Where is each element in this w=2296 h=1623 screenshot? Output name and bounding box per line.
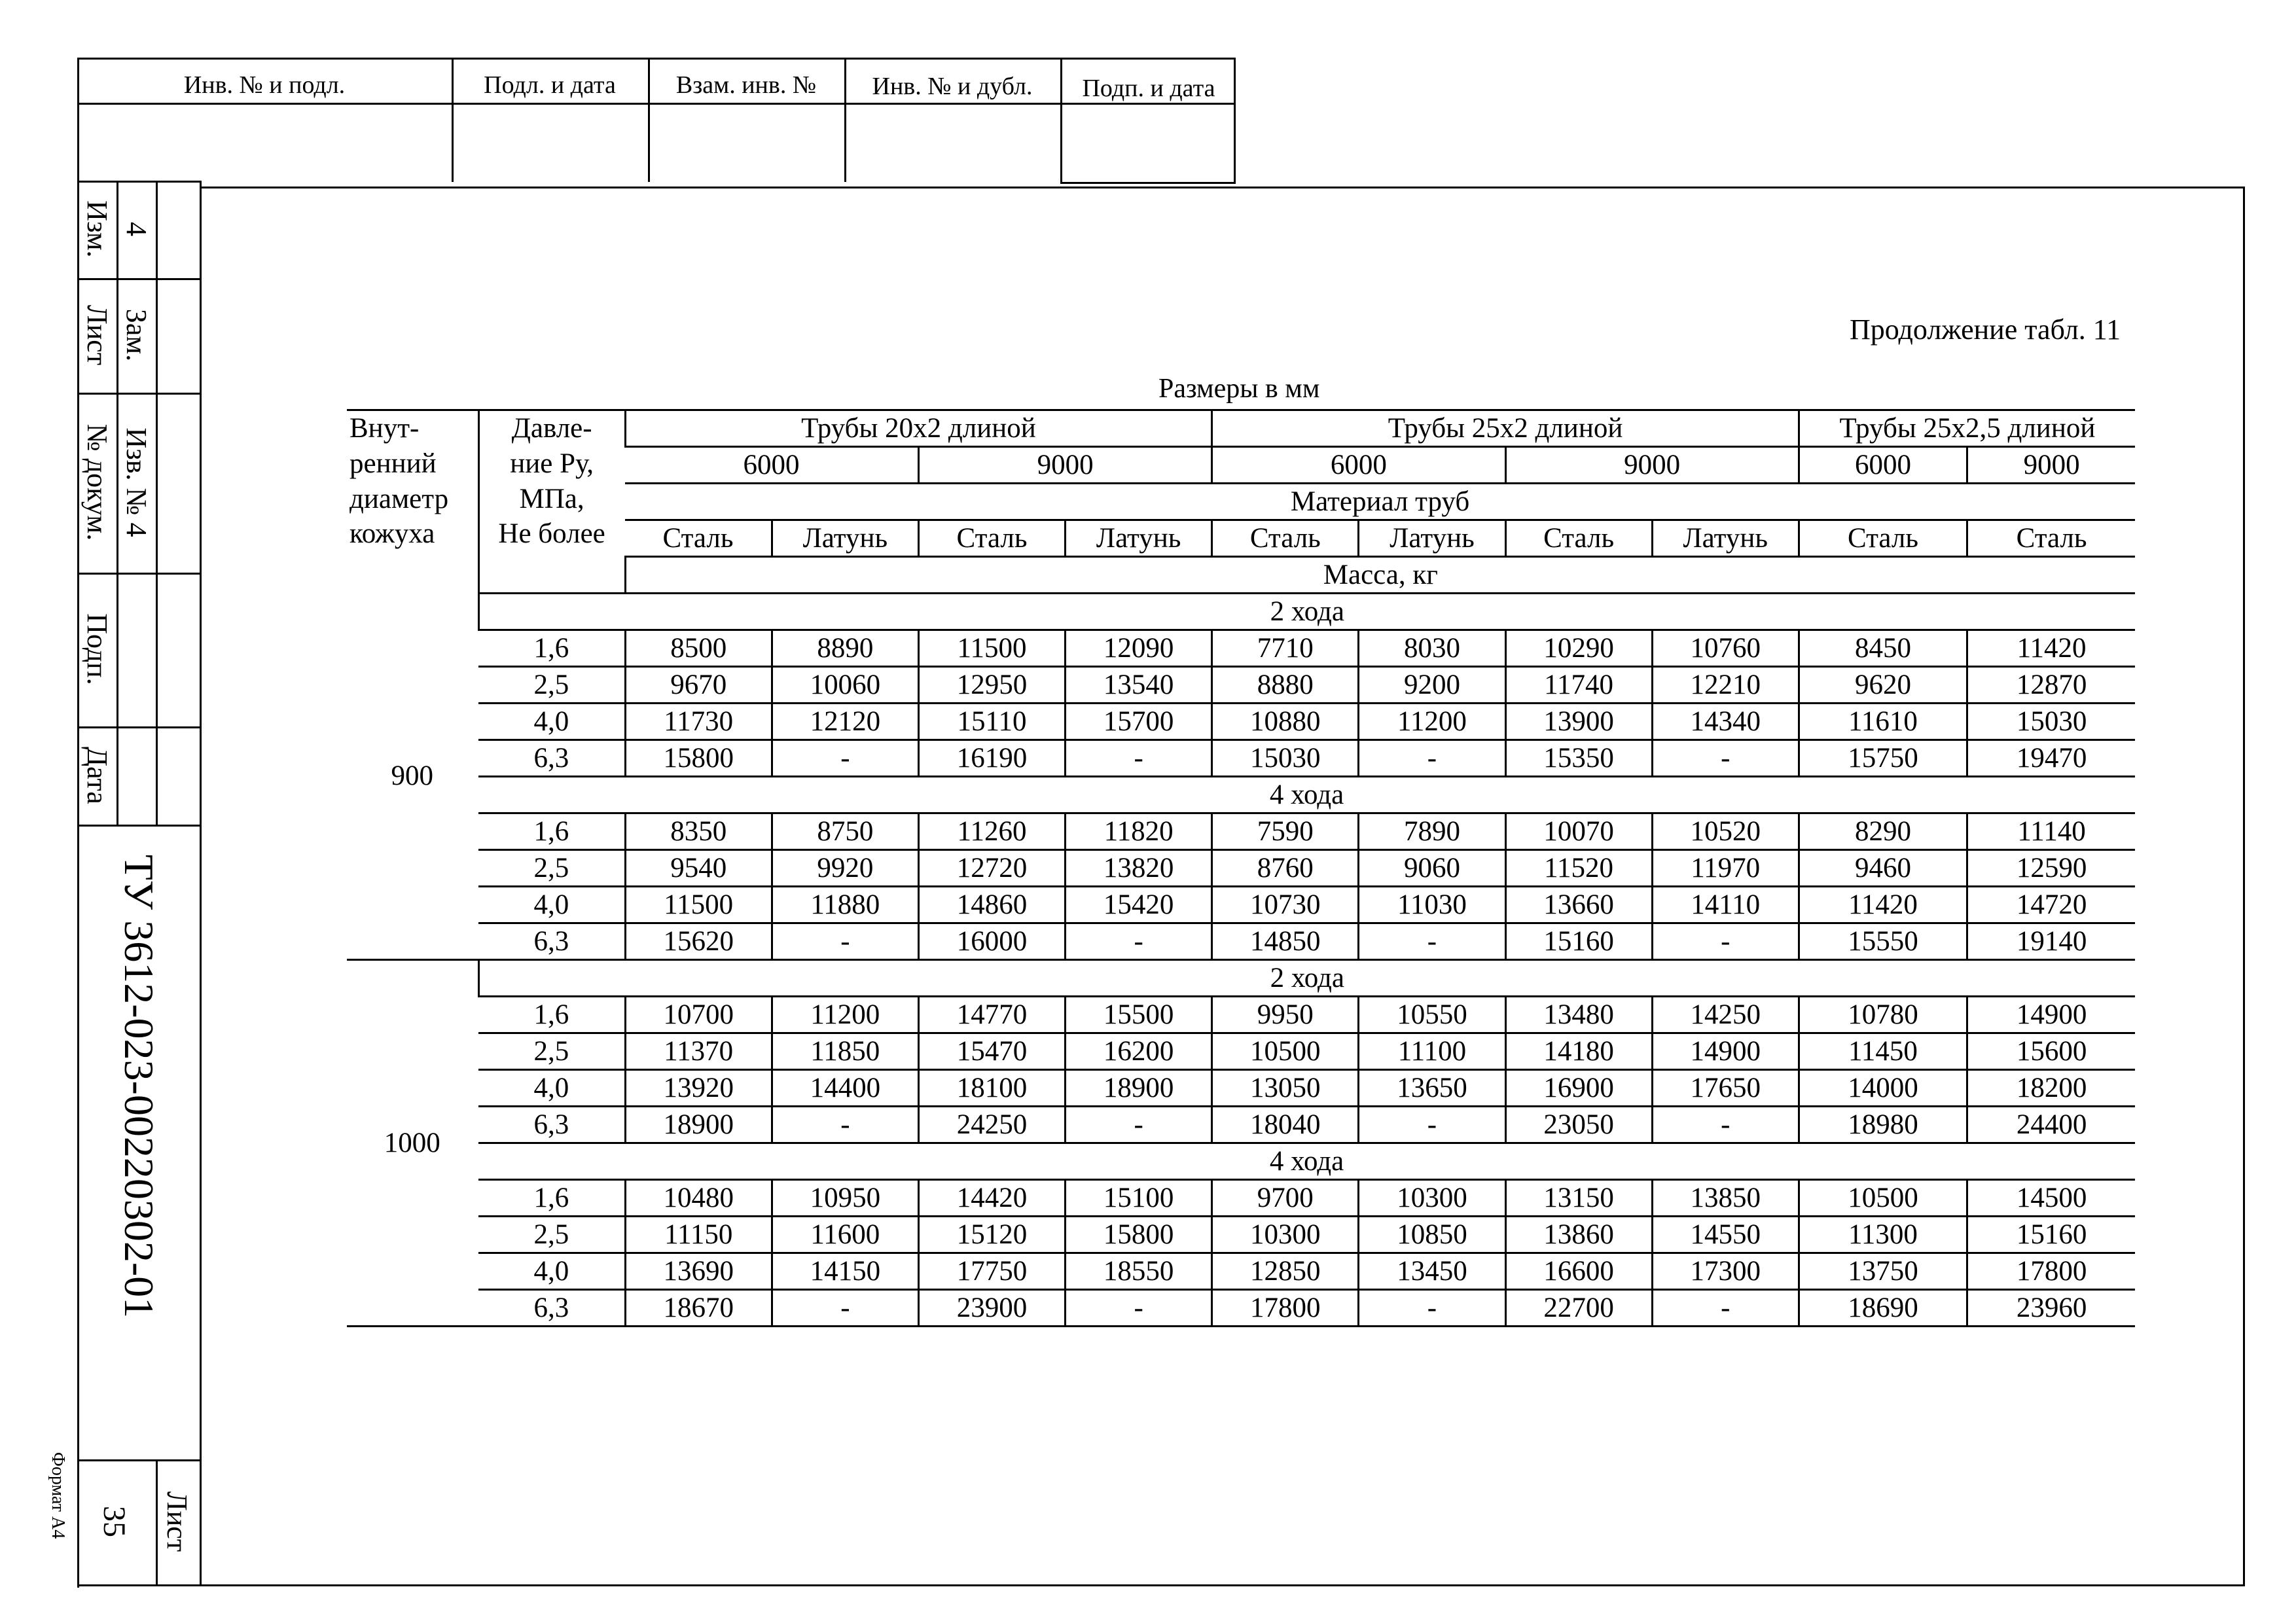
stamp-date-label: Дата (81, 747, 113, 804)
table-row (347, 813, 2135, 850)
mass-value: 17800 (1967, 1253, 2135, 1290)
pressure-value: 6,3 (478, 1107, 625, 1143)
mass-value: 11420 (1967, 630, 2135, 667)
mass-value: 17750 (918, 1253, 1065, 1290)
header-tube-length: 9000 (1505, 447, 1799, 484)
stamp-list-label: Лист (81, 304, 113, 366)
stamp-line (156, 1459, 158, 1585)
header-line: Не более (498, 518, 605, 550)
stamp-header-podp-data: Подп. и дата (1082, 75, 1215, 102)
mass-value: 10850 (1359, 1217, 1505, 1253)
mass-value: 14850 (1212, 923, 1359, 960)
stamp-line (77, 825, 200, 827)
table-row (347, 1290, 2135, 1327)
table-row (347, 960, 2135, 997)
mass-value: 15030 (1212, 740, 1359, 777)
mass-value: 11880 (772, 887, 918, 923)
stamp-line (844, 58, 846, 182)
pressure-blank (478, 557, 625, 594)
table-row (347, 1180, 2135, 1217)
header-line: диаметр (350, 483, 449, 514)
header-material-type: Латунь (1066, 520, 1212, 557)
mass-value: 12120 (772, 704, 918, 740)
paper-format: Формат А4 (48, 1452, 68, 1539)
mass-value: 15750 (1799, 740, 1967, 777)
mass-value: 8030 (1359, 630, 1505, 667)
table-row (347, 557, 2135, 594)
mass-value: 23900 (918, 1290, 1065, 1327)
mass-value: - (772, 1107, 918, 1143)
table-row (347, 997, 2135, 1033)
stamp-header-inv-podl: Инв. № и подл. (183, 71, 346, 99)
mass-value: 10480 (625, 1180, 772, 1217)
mass-value: 13050 (1212, 1070, 1359, 1107)
mass-value: 15110 (918, 704, 1065, 740)
mass-value: 12590 (1967, 850, 2135, 887)
mass-value: 10500 (1799, 1180, 1967, 1217)
mass-value: 8760 (1212, 850, 1359, 887)
mass-value: 7710 (1212, 630, 1359, 667)
mass-value: 10780 (1799, 997, 1967, 1033)
table-row (347, 410, 2135, 447)
mass-value: 14900 (1652, 1033, 1799, 1070)
stamp-line (1060, 182, 1236, 184)
mass-value: 14180 (1505, 1033, 1652, 1070)
mass-value: 11420 (1799, 887, 1967, 923)
pressure-value: 2,5 (478, 850, 625, 887)
pressure-value: 4,0 (478, 887, 625, 923)
mass-value: 12090 (1066, 630, 1212, 667)
stamp-line (1060, 58, 1062, 182)
mass-value: - (1652, 740, 1799, 777)
frame-line (77, 181, 200, 183)
mass-value: 8750 (772, 813, 918, 850)
mass-value: 10760 (1652, 630, 1799, 667)
table-row (347, 923, 2135, 960)
mass-value: 8500 (625, 630, 772, 667)
mass-value: - (772, 1290, 918, 1327)
table-row (347, 740, 2135, 777)
table-row (347, 1217, 2135, 1253)
stamp-header-vzam-inv: Взам. инв. № (675, 71, 817, 99)
mass-value: 14770 (918, 997, 1065, 1033)
mass-value: 12850 (1212, 1253, 1359, 1290)
mass-value: - (1652, 1290, 1799, 1327)
mass-value: 15120 (918, 1217, 1065, 1253)
mass-value: 19140 (1967, 923, 2135, 960)
mass-value: 11300 (1799, 1217, 1967, 1253)
mass-value: 13540 (1066, 667, 1212, 704)
mass-value: 15420 (1066, 887, 1212, 923)
mass-value: 11030 (1359, 887, 1505, 923)
mass-value: - (1066, 1107, 1212, 1143)
mass-value: 11200 (1359, 704, 1505, 740)
pressure-value: 6,3 (478, 1290, 625, 1327)
header-tube-group: Трубы 20х2 длиной (625, 410, 1212, 447)
table-row (347, 1143, 2135, 1180)
mass-value: 14860 (918, 887, 1065, 923)
diameter-value: 1000 (347, 960, 478, 1327)
mass-value: - (1652, 1107, 1799, 1143)
mass-value: 23050 (1505, 1107, 1652, 1143)
mass-value: 19470 (1967, 740, 2135, 777)
mass-value: 15160 (1505, 923, 1652, 960)
mass-value: 13690 (625, 1253, 772, 1290)
header-line: Внут- (350, 413, 420, 444)
stamp-header-inv-dubl: Инв. № и дубл. (872, 73, 1033, 100)
mass-value: - (772, 740, 918, 777)
mass-value: 11260 (918, 813, 1065, 850)
mass-value: 10070 (1505, 813, 1652, 850)
mass-value: 9700 (1212, 1180, 1359, 1217)
header-material-type: Сталь (1212, 520, 1359, 557)
mass-value: 9920 (772, 850, 918, 887)
document-designation: ТУ 3612-023-00220302-01 (116, 854, 162, 1319)
mass-value: 15500 (1066, 997, 1212, 1033)
pressure-value: 6,3 (478, 740, 625, 777)
mass-value: 14550 (1652, 1217, 1799, 1253)
header-material: Материал труб (625, 484, 2135, 520)
mass-value: 16190 (918, 740, 1065, 777)
mass-value: 10300 (1359, 1180, 1505, 1217)
table-row (347, 630, 2135, 667)
mass-value: 18900 (625, 1107, 772, 1143)
mass-value: 11730 (625, 704, 772, 740)
header-tube-group: Трубы 25х2 длиной (1212, 410, 1799, 447)
mass-value: 9540 (625, 850, 772, 887)
mass-value: 15470 (918, 1033, 1065, 1070)
header-line: ренний (350, 448, 437, 479)
header-line: ние Ру, (510, 448, 594, 479)
mass-value: - (1359, 1107, 1505, 1143)
header-tube-length: 6000 (1799, 447, 1967, 484)
frame-line (77, 1584, 2245, 1586)
table-row (347, 1107, 2135, 1143)
mass-value: 18040 (1212, 1107, 1359, 1143)
mass-value: 15550 (1799, 923, 1967, 960)
pressure-value: 1,6 (478, 630, 625, 667)
mass-value: 14150 (772, 1253, 918, 1290)
header-material-type: Сталь (918, 520, 1065, 557)
table-row (347, 887, 2135, 923)
stamp-line (648, 58, 650, 182)
mass-value: 10520 (1652, 813, 1799, 850)
mass-value: 17300 (1652, 1253, 1799, 1290)
frame-line (2243, 187, 2245, 1586)
mass-value: 15700 (1066, 704, 1212, 740)
mass-value: 15600 (1967, 1033, 2135, 1070)
mass-value: 18670 (625, 1290, 772, 1327)
sheet-label: Лист (161, 1491, 193, 1552)
stamp-line (117, 181, 118, 826)
mass-value: 15620 (625, 923, 772, 960)
mass-value: 12720 (918, 850, 1065, 887)
header-tube-length: 6000 (625, 447, 918, 484)
mass-value: 10060 (772, 667, 918, 704)
passes-label: 4 хода (478, 1143, 2135, 1180)
mass-value: 15800 (1066, 1217, 1212, 1253)
sheet-number: 35 (97, 1506, 132, 1537)
mass-value: 24400 (1967, 1107, 2135, 1143)
mass-value: 11500 (625, 887, 772, 923)
mass-value: 14110 (1652, 887, 1799, 923)
header-tube-length: 9000 (1967, 447, 2135, 484)
pressure-value: 1,6 (478, 813, 625, 850)
mass-value: 16600 (1505, 1253, 1652, 1290)
table-row (347, 850, 2135, 887)
pressure-value: 2,5 (478, 1033, 625, 1070)
frame-line (200, 187, 2245, 188)
mass-value: - (1066, 740, 1212, 777)
mass-value: 11370 (625, 1033, 772, 1070)
mass-value: 11140 (1967, 813, 2135, 850)
mass-value: 11100 (1359, 1033, 1505, 1070)
mass-value: 14400 (772, 1070, 918, 1107)
mass-value: - (1066, 923, 1212, 960)
pressure-value: 6,3 (478, 923, 625, 960)
mass-value: 8880 (1212, 667, 1359, 704)
mass-value: 11610 (1799, 704, 1967, 740)
stamp-line (77, 726, 200, 728)
mass-value: 13650 (1359, 1070, 1505, 1107)
stamp-line (77, 1459, 200, 1461)
mass-value: 8350 (625, 813, 772, 850)
header-pressure (478, 410, 625, 557)
stamp-line (77, 393, 200, 395)
mass-value: 10300 (1212, 1217, 1359, 1253)
mass-value: 7590 (1212, 813, 1359, 850)
table-row (347, 777, 2135, 813)
stamp-izm-label: Изм. (81, 200, 113, 258)
mass-value: 9950 (1212, 997, 1359, 1033)
mass-value: 14000 (1799, 1070, 1967, 1107)
header-mass: Масса, кг (625, 557, 2135, 594)
pressure-value: 2,5 (478, 1217, 625, 1253)
mass-value: 15030 (1967, 704, 2135, 740)
header-material-type: Латунь (1359, 520, 1505, 557)
mass-value: 12870 (1967, 667, 2135, 704)
stamp-podp-label: Подп. (81, 613, 113, 685)
mass-value: 10700 (625, 997, 772, 1033)
mass-value: 13450 (1359, 1253, 1505, 1290)
stamp-line (77, 58, 79, 1588)
mass-value: 11520 (1505, 850, 1652, 887)
mass-value: 14900 (1967, 997, 2135, 1033)
mass-value: 16900 (1505, 1070, 1652, 1107)
header-line: МПа, (519, 483, 584, 514)
stamp-header-podl-data: Подл. и дата (484, 71, 616, 99)
pressure-value: 1,6 (478, 1180, 625, 1217)
header-line: кожуха (350, 518, 435, 550)
mass-value: 13860 (1505, 1217, 1652, 1253)
mass-value: 14720 (1967, 887, 2135, 923)
header-material-type: Латунь (1652, 520, 1799, 557)
pressure-value: 2,5 (478, 667, 625, 704)
mass-value: 8450 (1799, 630, 1967, 667)
mass-value: 8290 (1799, 813, 1967, 850)
mass-value: 11970 (1652, 850, 1799, 887)
stamp-doc-label: № докум. (81, 423, 113, 541)
mass-value: 12210 (1652, 667, 1799, 704)
header-line: Давле- (511, 413, 592, 444)
mass-value: 8890 (772, 630, 918, 667)
units-note: Размеры в мм (1158, 374, 1320, 404)
mass-value: 13850 (1652, 1180, 1799, 1217)
header-inner-diameter (347, 410, 478, 557)
diameter-value: 900 (347, 594, 478, 960)
header-material-type: Сталь (625, 520, 772, 557)
mass-value: 11820 (1066, 813, 1212, 850)
table-row (347, 1070, 2135, 1107)
mass-value: 13150 (1505, 1180, 1652, 1217)
table-row (347, 1253, 2135, 1290)
mass-value: 10500 (1212, 1033, 1359, 1070)
mass-value: 23960 (1967, 1290, 2135, 1327)
frame-line (200, 181, 202, 1586)
table-row (347, 667, 2135, 704)
stamp-izm-value: 4 (120, 222, 152, 236)
mass-value: 11450 (1799, 1033, 1967, 1070)
mass-value: 14420 (918, 1180, 1065, 1217)
mass-value: 11850 (772, 1033, 918, 1070)
mass-value: 11500 (918, 630, 1065, 667)
mass-value: 13750 (1799, 1253, 1967, 1290)
passes-label: 4 хода (478, 777, 2135, 813)
mass-value: - (1652, 923, 1799, 960)
passes-label: 2 хода (478, 594, 2135, 630)
mass-value: 18100 (918, 1070, 1065, 1107)
passes-label: 2 хода (478, 960, 2135, 997)
mass-value: - (1359, 1290, 1505, 1327)
stamp-line (452, 58, 454, 182)
mass-value: 22700 (1505, 1290, 1652, 1327)
mass-value: - (1359, 740, 1505, 777)
mass-value: 10730 (1212, 887, 1359, 923)
header-material-type: Сталь (1799, 520, 1967, 557)
stamp-line (77, 573, 200, 575)
stamp-doc-value: Изв. № 4 (120, 427, 152, 537)
mass-value: 13660 (1505, 887, 1652, 923)
mass-value: - (1066, 1290, 1212, 1327)
table-row (347, 594, 2135, 630)
mass-value: 11740 (1505, 667, 1652, 704)
pressure-value: 4,0 (478, 1253, 625, 1290)
diameter-blank (347, 557, 478, 594)
table-row (347, 704, 2135, 740)
mass-value: 9460 (1799, 850, 1967, 887)
mass-value: 13820 (1066, 850, 1212, 887)
header-tube-length: 6000 (1212, 447, 1505, 484)
stamp-line (156, 181, 158, 826)
mass-value: 16200 (1066, 1033, 1212, 1070)
mass-value: 14340 (1652, 704, 1799, 740)
mass-value: 7890 (1359, 813, 1505, 850)
mass-value: - (772, 923, 918, 960)
mass-value: 18550 (1066, 1253, 1212, 1290)
mass-value: 15160 (1967, 1217, 2135, 1253)
mass-table (347, 409, 2135, 1327)
mass-value: 9060 (1359, 850, 1505, 887)
mass-value: - (1359, 923, 1505, 960)
mass-value: 14250 (1652, 997, 1799, 1033)
mass-value: 24250 (918, 1107, 1065, 1143)
mass-value: 15100 (1066, 1180, 1212, 1217)
stamp-line (1234, 58, 1236, 182)
mass-value: 15350 (1505, 740, 1652, 777)
mass-value: 18690 (1799, 1290, 1967, 1327)
pressure-value: 1,6 (478, 997, 625, 1033)
mass-value: 12950 (918, 667, 1065, 704)
mass-value: 17650 (1652, 1070, 1799, 1107)
table-continuation-note: Продолжение табл. 11 (1850, 313, 2121, 346)
mass-value: 16000 (918, 923, 1065, 960)
mass-value: 10950 (772, 1180, 918, 1217)
mass-value: 10550 (1359, 997, 1505, 1033)
mass-value: 9670 (625, 667, 772, 704)
mass-value: 17800 (1212, 1290, 1359, 1327)
mass-value: 13920 (625, 1070, 772, 1107)
mass-value: 18900 (1066, 1070, 1212, 1107)
pressure-value: 4,0 (478, 704, 625, 740)
mass-value: 13900 (1505, 704, 1652, 740)
mass-value: 10880 (1212, 704, 1359, 740)
mass-value: 15800 (625, 740, 772, 777)
mass-value: 13480 (1505, 997, 1652, 1033)
mass-value: 10290 (1505, 630, 1652, 667)
header-material-type: Латунь (772, 520, 918, 557)
mass-value: 9620 (1799, 667, 1967, 704)
mass-value: 18200 (1967, 1070, 2135, 1107)
pressure-value: 4,0 (478, 1070, 625, 1107)
header-material-type: Сталь (1505, 520, 1652, 557)
stamp-list-value: Зам. (120, 308, 152, 362)
table-row (347, 1033, 2135, 1070)
header-tube-length: 9000 (918, 447, 1211, 484)
header-tube-group: Трубы 25х2,5 длиной (1799, 410, 2135, 447)
mass-value: 9200 (1359, 667, 1505, 704)
stamp-line (77, 278, 200, 280)
mass-value: 11150 (625, 1217, 772, 1253)
header-material-type: Сталь (1967, 520, 2135, 557)
mass-value: 18980 (1799, 1107, 1967, 1143)
mass-value: 14500 (1967, 1180, 2135, 1217)
mass-value: 11200 (772, 997, 918, 1033)
mass-value: 11600 (772, 1217, 918, 1253)
